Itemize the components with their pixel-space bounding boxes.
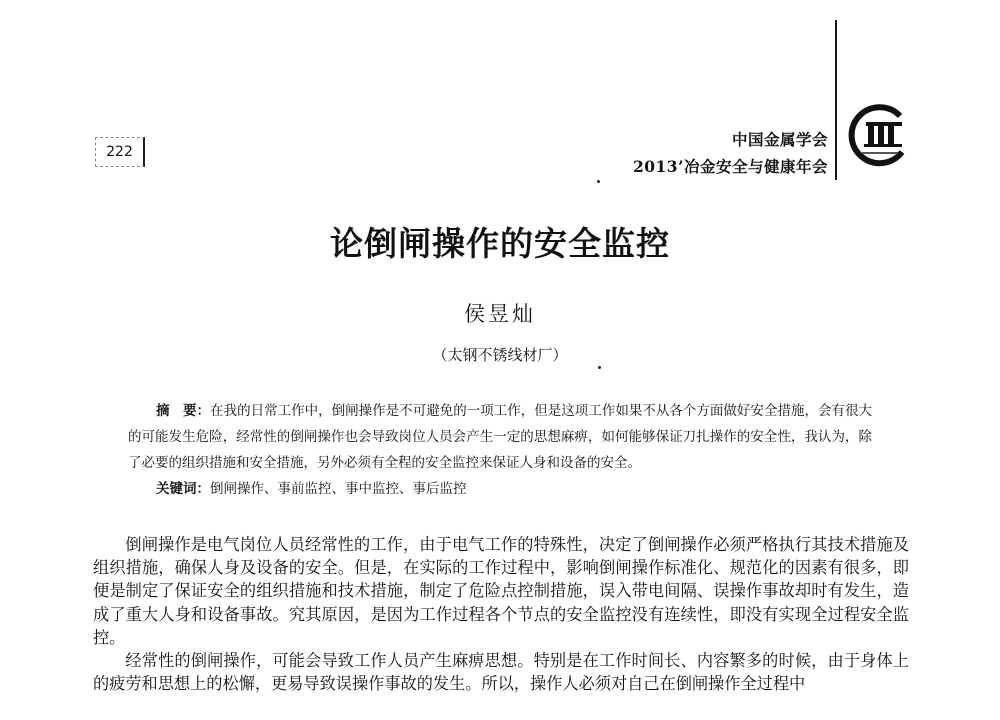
abstract-text: 在我的日常工作中，倒闸操作是不可避免的一项工作，但是这项工作如果不从各个方面做好安全措施，会有很大的可能发生危险，经常性的倒闸操作也会导致岗位人员会产生一定的思想麻痹，如何能够保证刀扎操作的安全性，我认为，除了必要的组织措施和安全措施，另外必须有全程的安全监控来保证人身和设备的安全。 [128, 403, 873, 471]
keywords-text: 倒闸操作、事前监控、事中监控、事后监控 [210, 481, 467, 497]
scan-speck [598, 366, 601, 369]
header-divider [835, 20, 837, 180]
scan-speck [597, 180, 600, 183]
author-affiliation: （太钢不锈线材厂） [432, 346, 568, 364]
paper-title: 论倒闸操作的安全监控 [330, 224, 670, 263]
abstract-label: 摘 要： [156, 403, 211, 419]
header-society: 中国金属学会 [731, 130, 828, 149]
keywords [156, 476, 467, 502]
body-paragraph: 倒闸操作是电气岗位人员经常性的工作，由于电气工作的特殊性，决定了倒闸操作必须严格执行其技术措施及组织措施，确保人身及设备的安全。但是，在实际的工作过程中，影响倒闸操作标准化、规范化的因素有很多，即便是制定了保证安全的组织措施和技术措施，制定了危险点控制措施，误入带电间隔、误操作事故却时有发生，造成了重大人身和设备事故。究其原因，是因为工作过程各个节点的安全监控没有连续性，即没有实现全过程安全监控。 [93, 535, 909, 647]
body-text [93, 533, 909, 695]
body-paragraph: 经常性的倒闸操作，可能会导致工作人员产生麻痹思想。特别是在工作时间长、内容繁多的时候，由于身体上的疲劳和思想上的松懈，更易导致误操作事故的发生。所以，操作人必须对自己在倒闸操作全过程中 [93, 651, 909, 694]
header-conference: 2013’冶金安全与健康年会 [632, 157, 828, 176]
abstract [128, 398, 872, 476]
society-logo-icon [842, 102, 910, 170]
running-header [633, 126, 828, 180]
keywords-label: 关键词： [156, 481, 210, 497]
author-name: 侯昱灿 [464, 302, 536, 326]
page-number: 222 [95, 137, 145, 167]
